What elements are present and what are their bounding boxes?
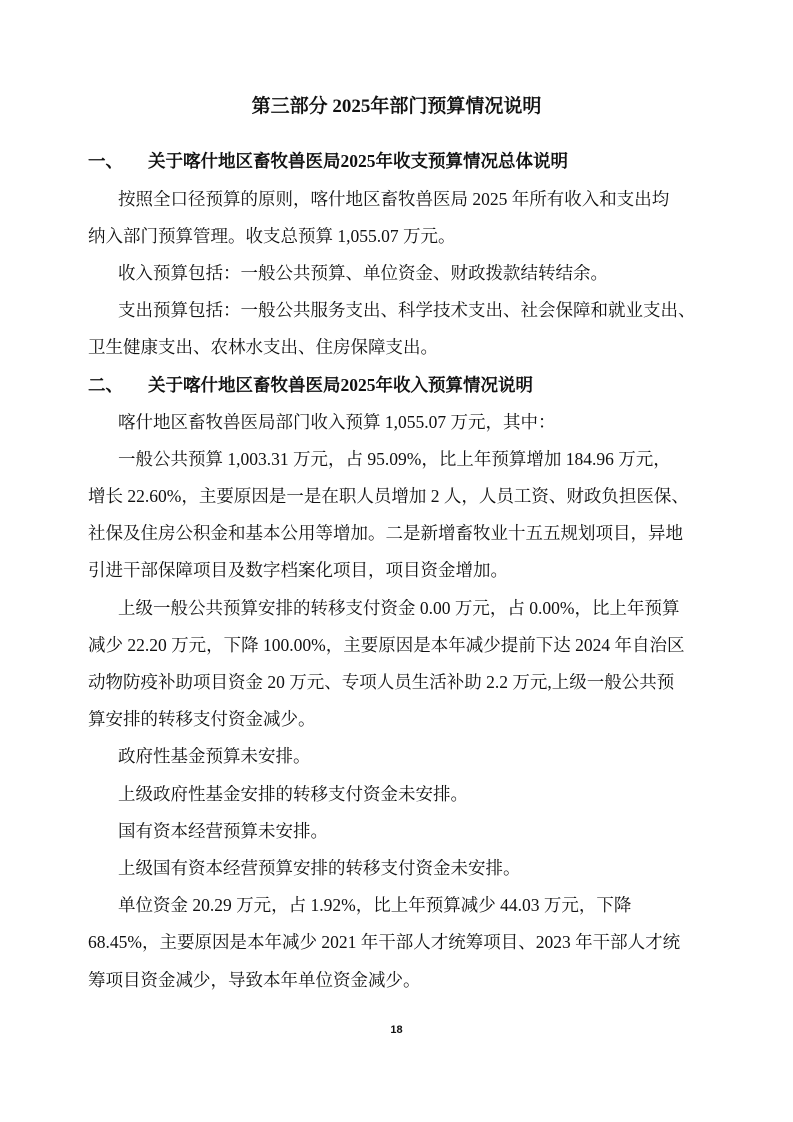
paragraph-line: 支出预算包括：一般公共服务支出、科学技术支出、社会保障和就业支出、 bbox=[118, 300, 696, 321]
paragraph bbox=[88, 590, 728, 739]
paragraph-line: 增长 22.60%，主要原因是一是在职人员增加 2 人，人员工资、财政负担医保、 bbox=[88, 486, 689, 507]
paragraph-line: 国有资本经营预算未安排。 bbox=[118, 820, 328, 841]
section-heading-2 bbox=[88, 367, 728, 404]
paragraph-line: 上级一般公共预算安排的转移支付资金 0.00 万元，占 0.00%，比上年预算 bbox=[118, 597, 680, 618]
paragraph-line: 动物防疫补助项目资金 20 万元、专项人员生活补助 2.2 万元,上级一般公共预 bbox=[88, 672, 675, 693]
paragraph bbox=[88, 441, 728, 590]
paragraph bbox=[88, 850, 728, 887]
page-title: 第三部分 2025年部门预算情况说明 bbox=[251, 96, 542, 117]
paragraph bbox=[88, 255, 728, 292]
paragraph-line: 算安排的转移支付资金减少。 bbox=[88, 709, 316, 730]
paragraph bbox=[88, 776, 728, 813]
paragraph-line: 收入预算包括：一般公共预算、单位资金、财政拨款结转结余。 bbox=[118, 262, 608, 283]
paragraph-line: 一般公共预算 1,003.31 万元，占 95.09%，比上年预算增加 184.96 万元， bbox=[118, 448, 671, 469]
paragraph-line: 纳入部门预算管理。收支总预算 1,055.07 万元。 bbox=[88, 225, 456, 246]
paragraph-line: 社保及住房公积金和基本公用等增加。二是新增畜牧业十五五规划项目，异地 bbox=[88, 523, 683, 544]
paragraph bbox=[88, 181, 728, 255]
section-heading-1 bbox=[88, 143, 728, 180]
paragraph-line: 上级国有资本经营预算安排的转移支付资金未安排。 bbox=[118, 857, 521, 878]
paragraph-line: 喀什地区畜牧兽医局部门收入预算 1,055.07 万元，其中： bbox=[118, 411, 556, 432]
document-body bbox=[88, 143, 728, 998]
paragraph bbox=[88, 813, 728, 850]
paragraph-line: 上级政府性基金安排的转移支付资金未安排。 bbox=[118, 783, 468, 804]
paragraph-line: 引进干部保障项目及数字档案化项目，项目资金增加。 bbox=[88, 560, 508, 581]
paragraph-line: 减少 22.20 万元，下降 100.00%，主要原因是本年减少提前下达 2024 年自治区 bbox=[88, 634, 685, 655]
paragraph-line: 68.45%，主要原因是本年减少 2021 年干部人才统筹项目、2023 年干部人才统 bbox=[88, 932, 681, 953]
section-heading-text: 关于喀什地区畜牧兽医局2025年收入预算情况说明 bbox=[148, 374, 533, 395]
paragraph-line: 筹项目资金减少，导致本年单位资金减少。 bbox=[88, 969, 421, 990]
paragraph-line: 政府性基金预算未安排。 bbox=[118, 746, 311, 767]
paragraph bbox=[88, 404, 728, 441]
paragraph-line: 按照全口径预算的原则，喀什地区畜牧兽医局 2025 年所有收入和支出均 bbox=[118, 188, 670, 209]
section-heading-text: 关于喀什地区畜牧兽医局2025年收支预算情况总体说明 bbox=[148, 151, 568, 172]
page-number: 18 bbox=[390, 1024, 403, 1036]
paragraph bbox=[88, 292, 728, 366]
paragraph bbox=[88, 738, 728, 775]
paragraph bbox=[88, 887, 728, 999]
paragraph-line: 卫生健康支出、农林水支出、住房保障支出。 bbox=[88, 337, 438, 358]
section-number: 一、 bbox=[88, 151, 123, 172]
section-number: 二、 bbox=[88, 374, 123, 395]
paragraph-line: 单位资金 20.29 万元，占 1.92%，比上年预算减少 44.03 万元，下降 bbox=[118, 895, 632, 916]
